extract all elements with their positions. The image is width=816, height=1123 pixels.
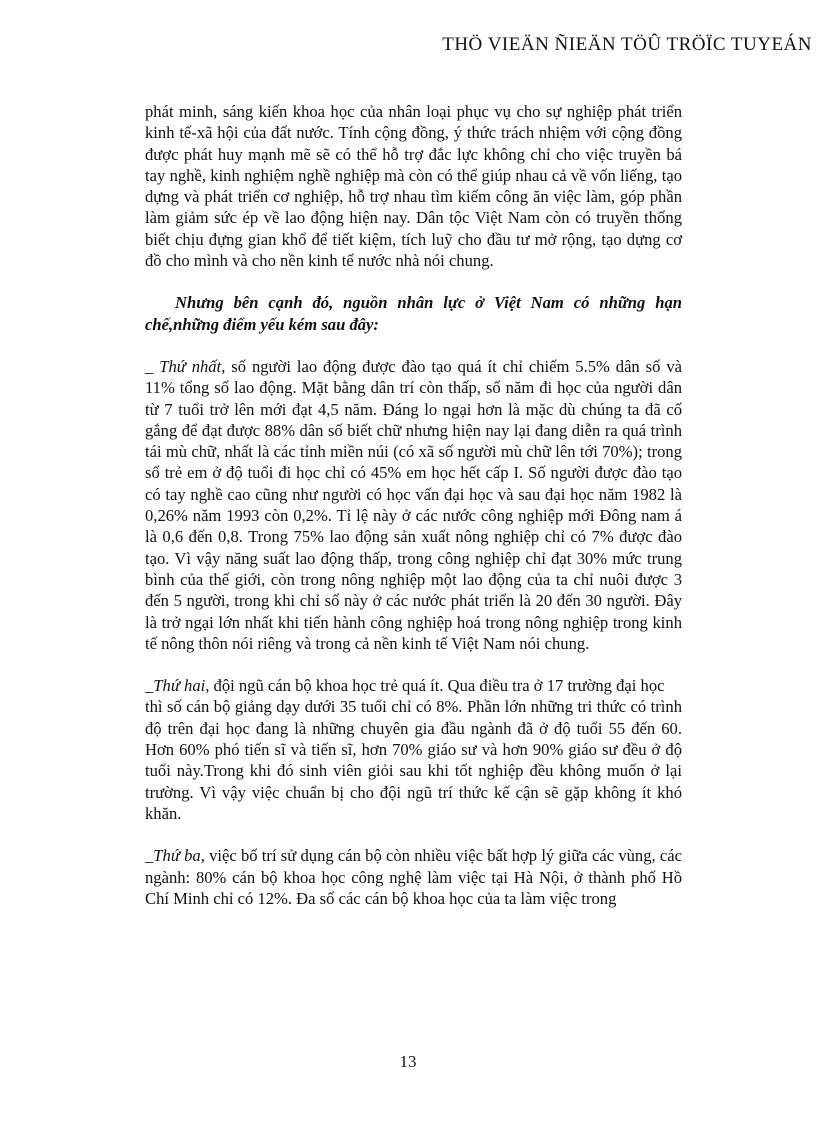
- point-text-first: , số người lao động được đào tạo quá ít chỉ chiếm 5.5% dân số và 11% tổng số lao động. Mặt bằng dân trí còn thấp, số năm đi học của người dân từ 7 tuổi trở lên mới đạt 4,5 năm. Đáng lo ngại hơn là mặc dù chúng ta đã cố gắng để đạt được 88% dân số biết chữ nhưng hiện nay lại đang diễn ra quá trình tái mù chữ, nhất là các tỉnh miền núi (có xã số người mù chữ lên tới 70%); trong số trẻ em ở độ tuổi đi học chỉ có 45% em học hết cấp I. Số người được đào tạo có tay nghề cao cũng như người có học vấn đại học và sau đại học năm 1982 là 0,26% năm 1993 còn 0,2%. Tỉ lệ này ở các nước công nghiệp mới Đông nam á là 0,6 đến 0,8. Trong 75% lao động sản xuất nông nghiệp chỉ có 7% được đào tạo. Vì vậy năng suất lao động thấp, trong công nghiệp chỉ đạt 30% mức trung bình của thế giới, còn trong nông nghiệp một lao động của ta chỉ nuôi được 3 đến 5 người, trong khi chỉ số này ở các nước phát triển là 20 đến 30 người. Đây là trở ngại lớn nhất khi tiến hành công nghiệp hoá trong nông nghiệp trong kinh tế nông thôn nói riêng và trong cả nền kinh tế Việt Nam nói chung.: [145, 356, 682, 653]
- page-header: [0, 34, 816, 60]
- paragraph-second-point-cont: thì số cán bộ giảng dạy dưới 35 tuổi chỉ có 8%. Phần lớn những tri thức có trình độ trên đại học đang là những chuyên gia đầu ngành đã ở độ tuổi 55 đến 60. Hơn 60% phó tiến sĩ và tiến sĩ, hơn 70% giáo sư và hơn 90% giáo sư đều ở độ tuổi này.Trong khi đó sinh viên giỏi sau khi tốt nghiệp đều không muốn ở lại trường. Vì vậy việc chuẩn bị cho đội ngũ trí thức kế cận sẽ gặp không ít khó khăn.: [145, 697, 682, 823]
- paragraph-third-point: [145, 845, 682, 909]
- paragraph-intro: phát minh, sáng kiến khoa học của nhân loại phục vụ cho sự nghiệp phát triển kinh tế-xã hội của đất nước. Tính cộng đồng, ý thức trách nhiệm với cộng đồng được phát huy mạnh mẽ sẽ có thể hỗ trợ đắc lực không chỉ cho việc truyền bá tay nghề, kinh nghiệm nghề nghiệp mà còn có thể giúp nhau cả về vốn liếng, tạo dựng và phát triển cơ nghiệp, hỗ trợ nhau tìm kiếm công ăn việc làm, góp phần làm giảm sức ép về lao động hiện nay. Dân tộc Việt Nam còn có truyền thống biết chịu đựng gian khổ để tiết kiệm, tích luỹ cho đầu tư mở rộng, tạo dựng cơ đồ cho mình và cho nền kinh tế nước nhà nói chung.: [145, 102, 682, 271]
- page-body: [145, 101, 682, 909]
- point-text-second-line1: , đội ngũ cán bộ khoa học trẻ quá ít. Qua điều tra ở 17 trường đại học: [205, 676, 665, 696]
- library-title: THÖ VIEÄN ÑIEÄN TÖÛ TRÖÏC TUYEÁN: [442, 34, 812, 55]
- page-number: 13: [399, 1052, 417, 1071]
- point-label-first: _ Thứ nhất: [145, 356, 222, 376]
- point-text-third: việc bố trí sử dụng cán bộ còn nhiều việc bất hợp lý giữa các vùng, các ngành: 80% cán bộ khoa học công nghệ làm việc tại Hà Nội, ở thành phố Hồ Chí Minh chỉ có 12%. Đa số các cán bộ khoa học của ta làm việc trong: [145, 846, 682, 908]
- paragraph-first-point: [145, 356, 682, 654]
- point-label-third: _Thứ ba,: [145, 846, 205, 866]
- section-heading: Nhưng bên cạnh đó, nguồn nhân lực ở Việt Nam có những hạn chế,những điểm yếu kém sau đây:: [145, 293, 682, 334]
- point-label-second: _Thứ hai: [145, 676, 206, 696]
- paragraph-second-point: [145, 675, 682, 696]
